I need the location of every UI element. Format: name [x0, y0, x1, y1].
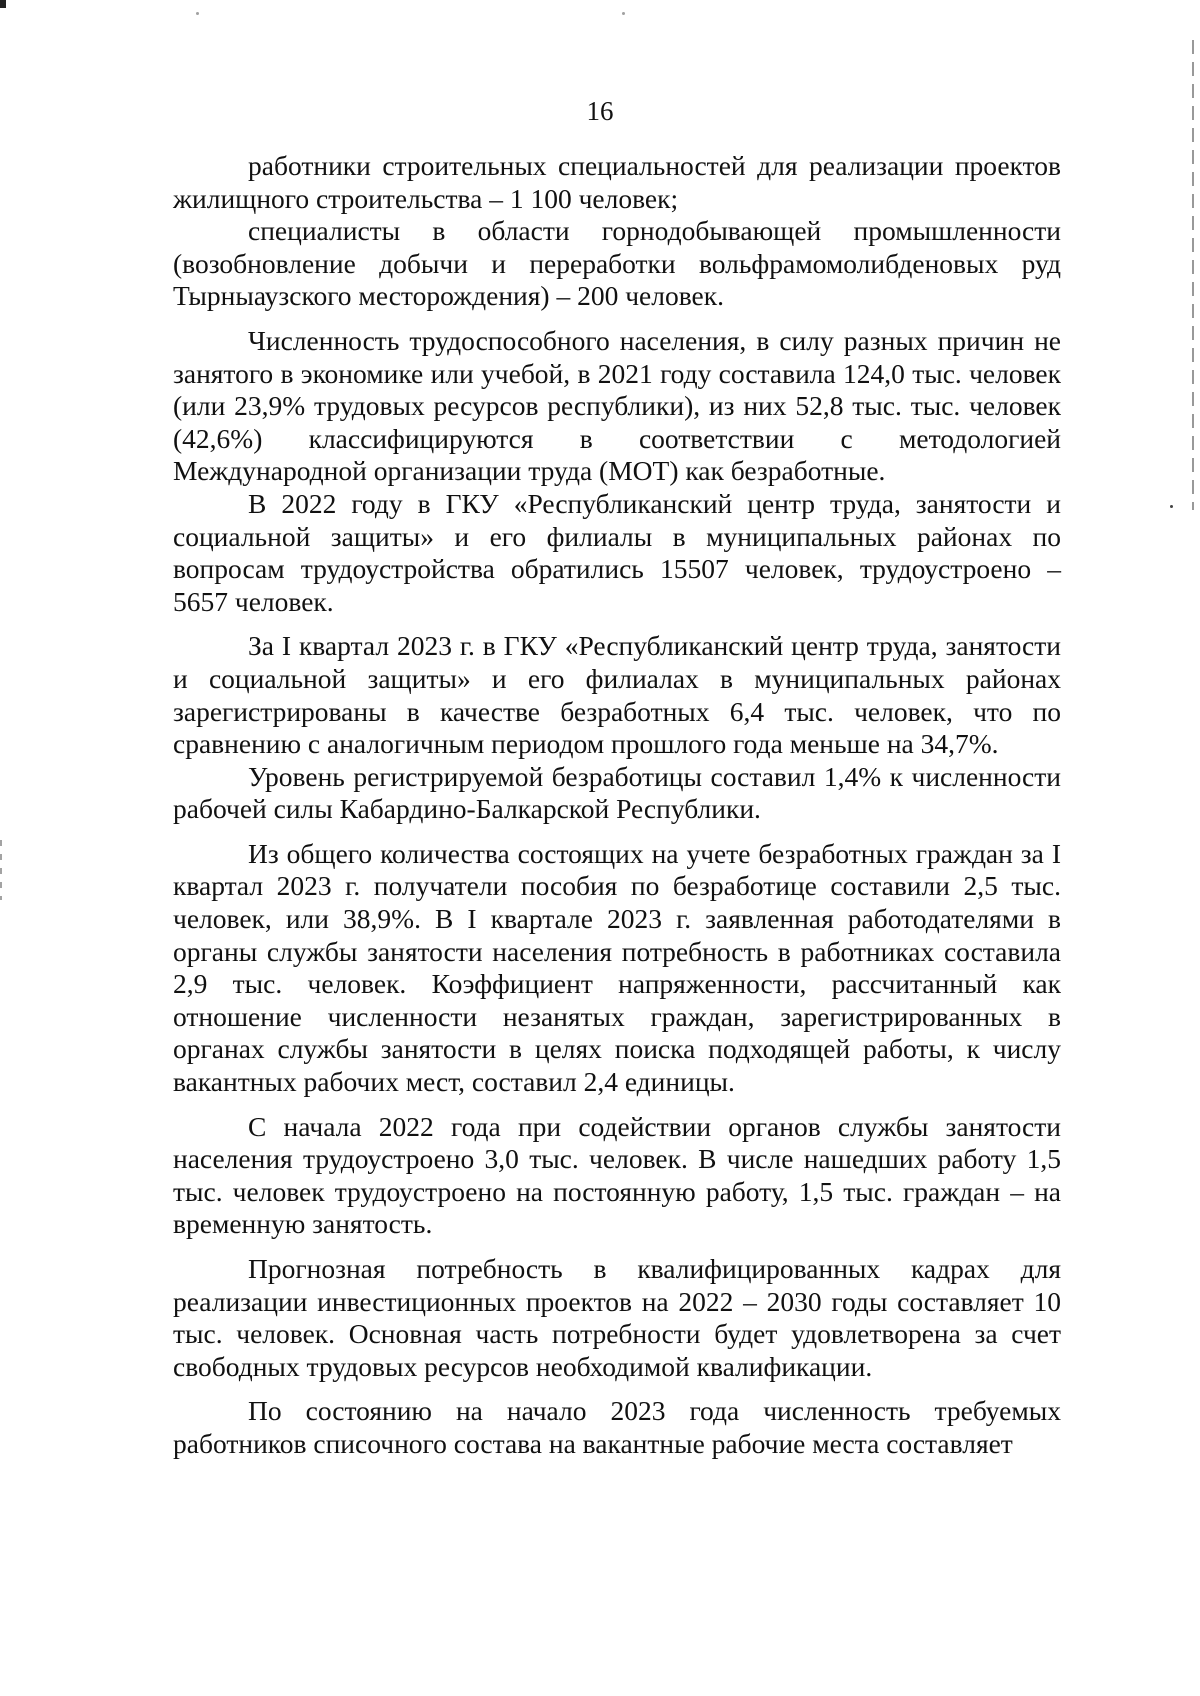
scan-dot	[1170, 505, 1173, 508]
page-number: 16	[586, 96, 614, 126]
paragraph: За I квартал 2023 г. в ГКУ «Республиканский центр труда, занятости и социальной защиты» и его филиалах в муниципальных районах зарегистрированы в качестве безработных 6,4 тыс. человек, что по сравнению с аналогичным периодом прошлого года меньше на 34,7%.	[173, 630, 1061, 760]
paragraph: По состоянию на начало 2023 года численность требуемых работников списочного состава на вакантные рабочие места составляет	[173, 1395, 1061, 1459]
scan-dot	[622, 12, 625, 15]
paragraph: Численность трудоспособного населения, в силу разных причин не занятого в экономике или учебой, в 2021 году составила 124,0 тыс. человек (или 23,9% трудовых ресурсов республики), из них 52,8 тыс. тыс. человек (42,6%) классифицируются в соответствии с методологией Международной организации труда (МОТ) как безработные.	[173, 324, 1061, 487]
scan-dot	[196, 12, 199, 15]
paragraph: Прогнозная потребность в квалифицированных кадрах для реализации инвестиционных проектов на 2022 – 2030 годы составляет 10 тыс. человек. Основная часть потребности будет удовлетворена за счет свободных трудовых ресурсов необходимой квалификации.	[173, 1253, 1061, 1382]
paragraph: работники строительных специальностей для реализации проектов жилищного строительства – 1 100 человек;	[173, 150, 1061, 214]
scan-edge-left	[0, 840, 2, 900]
paragraph: В 2022 году в ГКУ «Республиканский центр труда, занятости и социальной защиты» и его филиалы в муниципальных районах по вопросам трудоустройства обратились 15507 человек, трудоустроено – 5657 человек.	[173, 487, 1061, 617]
paragraph: С начала 2022 года при содействии органов службы занятости населения трудоустроено 3,0 тыс. человек. В числе нашедших работу 1,5 тыс. человек трудоустроено на постоянную работу, 1,5 тыс. граждан – на временную занятость.	[173, 1110, 1061, 1240]
scan-mark	[0, 0, 6, 8]
paragraph: Уровень регистрируемой безработицы составил 1,4% к численности рабочей силы Кабардино-Балкарской Республики.	[173, 760, 1061, 825]
document-body	[173, 150, 1061, 1461]
paragraph: специалисты в области горнодобывающей промышленности (возобновление добычи и переработки вольфрамомолибденовых руд Тырныаузского месторождения) – 200 человек.	[173, 215, 1061, 312]
paragraph: Из общего количества состоящих на учете безработных граждан за I квартал 2023 г. получатели пособия по безработице составили 2,5 тыс. человек, или 38,9%. В I квартале 2023 г. заявленная работодателями в органы службы занятости населения потребность в работниках составила 2,9 тыс. человек. Коэффициент напряженности, рассчитанный как отношение численности незанятых граждан, зарегистрированных в органах службы занятости в целях поиска подходящей работы, к числу вакантных рабочих мест, составил 2,4 единицы.	[173, 837, 1061, 1098]
